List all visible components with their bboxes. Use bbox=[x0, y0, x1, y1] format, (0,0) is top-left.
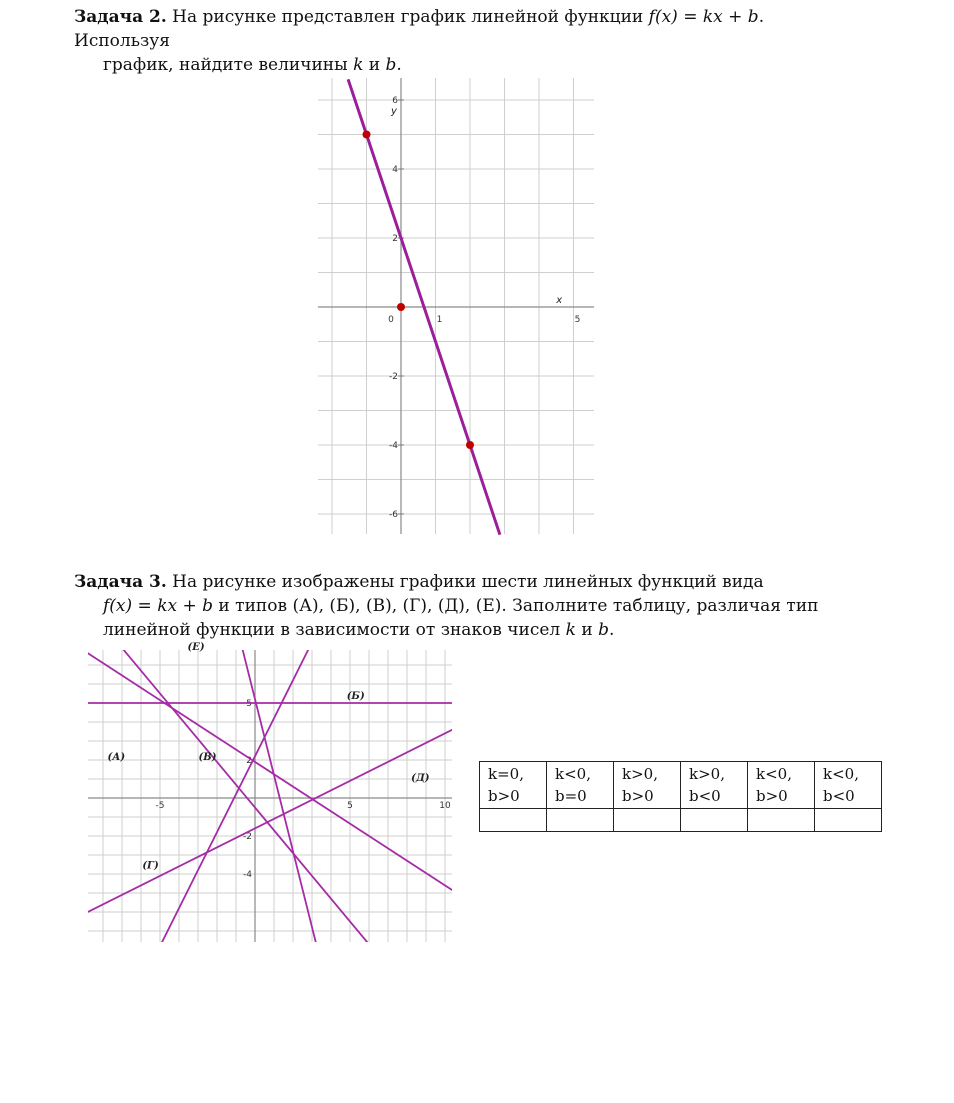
task-2-text: На рисунке представлен график линейной функции bbox=[172, 7, 649, 27]
grid bbox=[88, 650, 452, 942]
table-header-line: b=0 bbox=[555, 787, 587, 805]
y-tick-label: 2 bbox=[246, 756, 252, 766]
x-axis-label: x bbox=[556, 295, 563, 306]
chart-task-2 bbox=[318, 78, 594, 534]
table-header-line: k>0, bbox=[689, 765, 725, 783]
table-header-cell bbox=[614, 762, 681, 809]
table-header-line: b>0 bbox=[488, 787, 520, 805]
task-3-text-cont: и типов (А), (Б), (В), (Г), (Д), (Е). Заполните таблицу, различая тип bbox=[213, 596, 819, 616]
data-point bbox=[363, 131, 371, 139]
table-answer-cell[interactable] bbox=[815, 809, 882, 832]
series-label: (В) bbox=[198, 752, 217, 763]
task-2-line-2-text: график, найдите величины bbox=[103, 55, 354, 75]
y-tick-label: 6 bbox=[392, 96, 398, 106]
x-tick-label: 0 bbox=[388, 315, 394, 325]
y-tick-label: -6 bbox=[389, 510, 398, 520]
table-answer-cell[interactable] bbox=[480, 809, 547, 832]
x-tick-label: 10 bbox=[439, 801, 451, 811]
task-3-line-3-text: линейной функции в зависимости от знаков чисел bbox=[103, 620, 566, 640]
task-3-formula: f(x) = kx + b bbox=[103, 596, 214, 616]
x-tick-label: 1 bbox=[436, 315, 443, 325]
table-header-line: k=0, bbox=[488, 765, 524, 783]
table-header-line: b<0 bbox=[689, 787, 721, 805]
y-axis-label: y bbox=[391, 105, 397, 117]
task-3-label: Задача 3. bbox=[74, 572, 167, 592]
task-3-line-2 bbox=[74, 594, 854, 618]
y-tick-label: -2 bbox=[389, 372, 398, 382]
y-tick-label: -2 bbox=[243, 832, 252, 842]
table-header-line: b>0 bbox=[756, 787, 788, 805]
table-header-line: b<0 bbox=[823, 787, 855, 805]
chart-task-3 bbox=[88, 641, 452, 942]
table-answer-row bbox=[480, 809, 882, 832]
task-3-end: . bbox=[608, 620, 615, 640]
y-tick-label: -4 bbox=[389, 441, 398, 451]
task-2-end: . bbox=[396, 55, 402, 75]
tick-labels bbox=[388, 96, 580, 520]
series-label: (Б) bbox=[346, 691, 365, 703]
task-3-line-1 bbox=[74, 570, 854, 594]
data-point bbox=[397, 303, 405, 311]
table-header-line: k<0, bbox=[756, 765, 792, 783]
task-2-k: k bbox=[353, 55, 364, 75]
table-header-cell bbox=[547, 762, 614, 809]
table-header-cell bbox=[748, 762, 815, 809]
x-tick-label: 5 bbox=[574, 315, 581, 325]
task-2-line-2 bbox=[74, 53, 854, 77]
table-header-line: k>0, bbox=[622, 765, 658, 783]
y-tick-label: 5 bbox=[246, 699, 252, 709]
task-3-text: На рисунке изображены графики шести линейных функций вида bbox=[172, 572, 764, 592]
answer-table bbox=[479, 761, 882, 832]
data-point bbox=[466, 441, 474, 449]
table-header-cell bbox=[815, 762, 882, 809]
x-tick-label: -5 bbox=[155, 801, 165, 811]
table-header-cell bbox=[681, 762, 748, 809]
task-2-formula: f(x) = kx + b bbox=[648, 7, 759, 27]
task-2-line-1 bbox=[74, 5, 854, 53]
y-tick-label: 2 bbox=[392, 234, 398, 244]
series-label: (Е) bbox=[187, 641, 205, 653]
table-answer-cell[interactable] bbox=[748, 809, 815, 832]
y-tick-label: -4 bbox=[243, 870, 252, 880]
series-label: (Д) bbox=[411, 772, 430, 784]
series-label: (Г) bbox=[142, 860, 159, 872]
table-answer-cell[interactable] bbox=[547, 809, 614, 832]
task-3-and: и bbox=[575, 620, 599, 640]
table-header-line: b>0 bbox=[622, 787, 654, 805]
task-2-and: и bbox=[363, 55, 386, 75]
task-3-k: k bbox=[565, 620, 576, 640]
task-2 bbox=[74, 5, 854, 77]
task-3 bbox=[74, 570, 854, 642]
task-2-label: Задача 2. bbox=[74, 7, 167, 27]
table-answer-cell[interactable] bbox=[681, 809, 748, 832]
table-header-line: k<0, bbox=[823, 765, 859, 783]
series-line bbox=[65, 580, 464, 1059]
series-label: (А) bbox=[107, 752, 126, 763]
x-tick-label: 5 bbox=[347, 801, 353, 811]
series-line bbox=[65, 638, 464, 897]
task-3-b: b bbox=[598, 620, 609, 640]
table-answer-cell[interactable] bbox=[614, 809, 681, 832]
table-header-row bbox=[480, 762, 882, 809]
table-header-cell bbox=[480, 762, 547, 809]
task-3-line-3 bbox=[74, 618, 854, 642]
y-tick-label: 4 bbox=[392, 165, 398, 175]
task-2-text-cont: . Используя bbox=[74, 7, 765, 51]
grid bbox=[318, 78, 594, 534]
table-header-line: k<0, bbox=[555, 765, 591, 783]
task-2-b: b bbox=[385, 55, 397, 75]
